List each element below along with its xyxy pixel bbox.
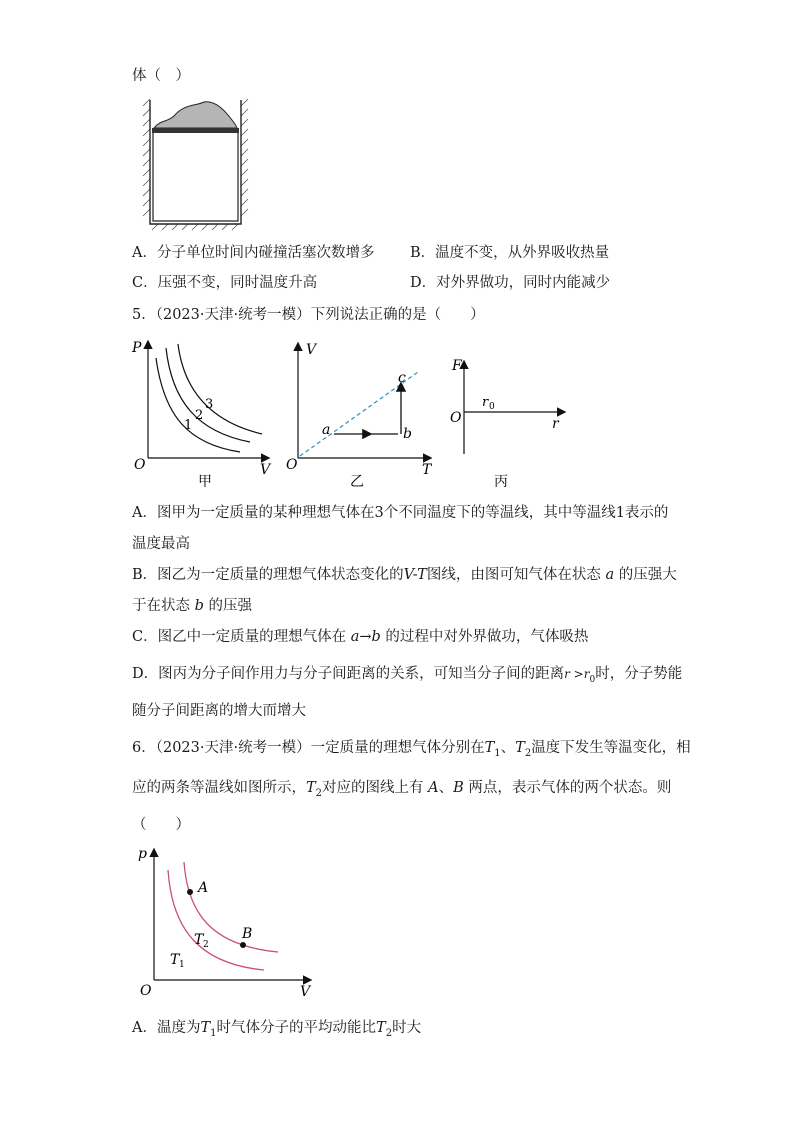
q6-label-t2: T: [194, 932, 204, 948]
cylinder-piston-figure: [138, 98, 258, 237]
q6-bracket: （ ）: [132, 817, 190, 833]
jia-x-label: V: [260, 462, 271, 478]
q6-point-a-dot: [187, 889, 193, 895]
q6-origin: O: [140, 983, 152, 999]
jia-curve-label-3: 3: [205, 397, 214, 412]
q5-option-a-line2: 温度最高: [132, 536, 190, 552]
jia-y-label: P: [132, 340, 142, 356]
q4-option-b: B．温度不变，从外界吸收热量: [410, 245, 610, 261]
jia-origin: O: [134, 457, 146, 473]
q4-stem-tail: 体（ ）: [132, 68, 190, 84]
bing-origin: O: [450, 410, 462, 426]
q5-figure-yi: [282, 336, 432, 500]
bing-r0-sub: 0: [489, 402, 495, 412]
q5-figure-jia: [128, 336, 278, 500]
q6-label-t1-sub: 1: [179, 960, 185, 970]
q6-option-a: A．温度为$T_1$时气体分子的平均动能比$T_2$时大: [132, 1020, 422, 1039]
jia-curve-label-1: 1: [184, 418, 193, 433]
q6-label-a: A: [198, 880, 209, 896]
q4-option-c: C．压强不变，同时温度升高: [132, 275, 318, 291]
yi-caption: 乙: [350, 474, 364, 490]
jia-curve-1: [156, 358, 240, 452]
bing-r0-label: r: [482, 395, 489, 410]
q4-option-a: A．分子单位时间内碰撞活塞次数增多: [132, 245, 375, 261]
yi-point-b: b: [403, 426, 412, 442]
yi-y-label: V: [306, 342, 317, 358]
yi-point-c: c: [398, 370, 406, 386]
q6-curve-t1: [168, 870, 264, 970]
q6-stem-line2: 应的两条等温线如图所示，$T_2$对应的图线上有 A、B 两点，表示气体的两个状态。则: [132, 780, 672, 799]
q6-figure: [130, 840, 320, 1009]
q5-option-c: C．图乙中一定质量的理想气体在 a→b 的过程中对外界做功，气体吸热: [132, 629, 589, 645]
q6-stem-line1: 6．（2023·天津·统考一模）一定质量的理想气体分别在$T_1$、$T_2$温度下发生等温变化，相: [132, 740, 691, 759]
q6-label-t2-sub: 2: [203, 940, 209, 950]
yi-origin: O: [286, 457, 298, 473]
jia-caption: 甲: [198, 474, 212, 490]
q5-stem: 5．（2023·天津·统考一模）下列说法正确的是（ ）: [132, 307, 485, 323]
q6-y-label: p: [138, 846, 147, 862]
yi-x-label: T: [422, 462, 432, 478]
q5-option-d-line2: 随分子间距离的增大而增大: [132, 703, 306, 719]
bing-caption: 丙: [494, 474, 508, 490]
jia-curve-2: [166, 348, 250, 442]
yi-point-a: a: [322, 422, 331, 438]
q6-point-b-dot: [240, 942, 246, 948]
q6-label-b: B: [242, 926, 253, 942]
q6-label-t1: T: [170, 952, 180, 968]
q5-option-a-line1: A．图甲为一定质量的某种理想气体在3个不同温度下的等温线，其中等温线1表示的: [132, 505, 669, 521]
q5-option-d-line1: D．图丙为分子间作用力与分子间距离的关系，可知当分子间的距离$r >r_0$时，分子势能: [132, 666, 683, 685]
bing-y-label: F: [452, 358, 462, 374]
q5-option-b-line1: B．图乙为一定质量的理想气体状态变化的V-T图线，由图可知气体在状态 a 的压强大: [132, 567, 677, 583]
q6-x-label: V: [300, 984, 311, 1000]
jia-curve-label-2: 2: [195, 408, 204, 423]
bing-x-label: r: [552, 416, 559, 432]
q5-option-b-line2: 于在状态 b 的压强: [132, 598, 253, 614]
q4-option-d: D．对外界做功，同时内能减少: [410, 275, 611, 291]
q5-figure-bing: [448, 336, 578, 500]
